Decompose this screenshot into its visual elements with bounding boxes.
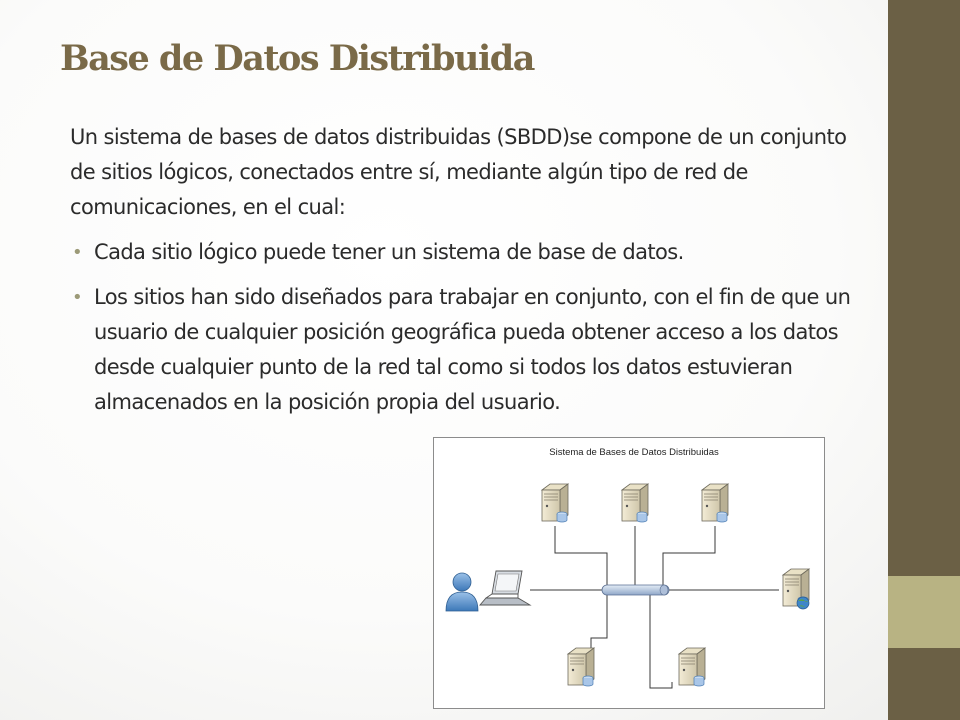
bullet-text: Los sitios han sido diseñados para trabajar en conjunto, con el fin de que un usuario de cualquier posición geográfica pueda obtener acceso a los datos desde cualquier punto de la red tal como si todos los datos estuvieran almacenados en la posición propia del usuario.: [94, 285, 851, 414]
bullet-icon: •: [72, 287, 83, 308]
side-decoration-accent: [888, 576, 960, 648]
intro-paragraph: Un sistema de bases de datos distribuidas (SBDD)se compone de un conjunto de sitios lógicos, conectados entre sí, mediante algún tipo de red de comunicaciones, en el cual:: [70, 125, 847, 219]
bullet-item: [70, 235, 860, 270]
web-server-icon: [783, 569, 809, 609]
server-icon: [568, 648, 594, 686]
bullet-icon: •: [72, 242, 83, 263]
server-icon: [622, 484, 648, 522]
server-icon: [702, 484, 728, 522]
network-links: [530, 526, 779, 688]
bullet-text: Cada sitio lógico puede tener un sistema de base de datos.: [94, 240, 684, 264]
network-diagram: [433, 437, 825, 709]
network-bus: [602, 585, 669, 595]
slide-body: [70, 120, 860, 430]
laptop-icon: [480, 571, 530, 605]
bullet-list: [70, 235, 860, 420]
bullet-item: [70, 280, 860, 420]
network-diagram-svg: [434, 438, 824, 708]
slide-title: Base de Datos Distribuida: [60, 38, 534, 79]
server-icon: [679, 648, 705, 686]
user-icon: [446, 573, 478, 611]
server-icon: [542, 484, 568, 522]
diagram-title: Sistema de Bases de Datos Distribuidas: [549, 447, 719, 458]
